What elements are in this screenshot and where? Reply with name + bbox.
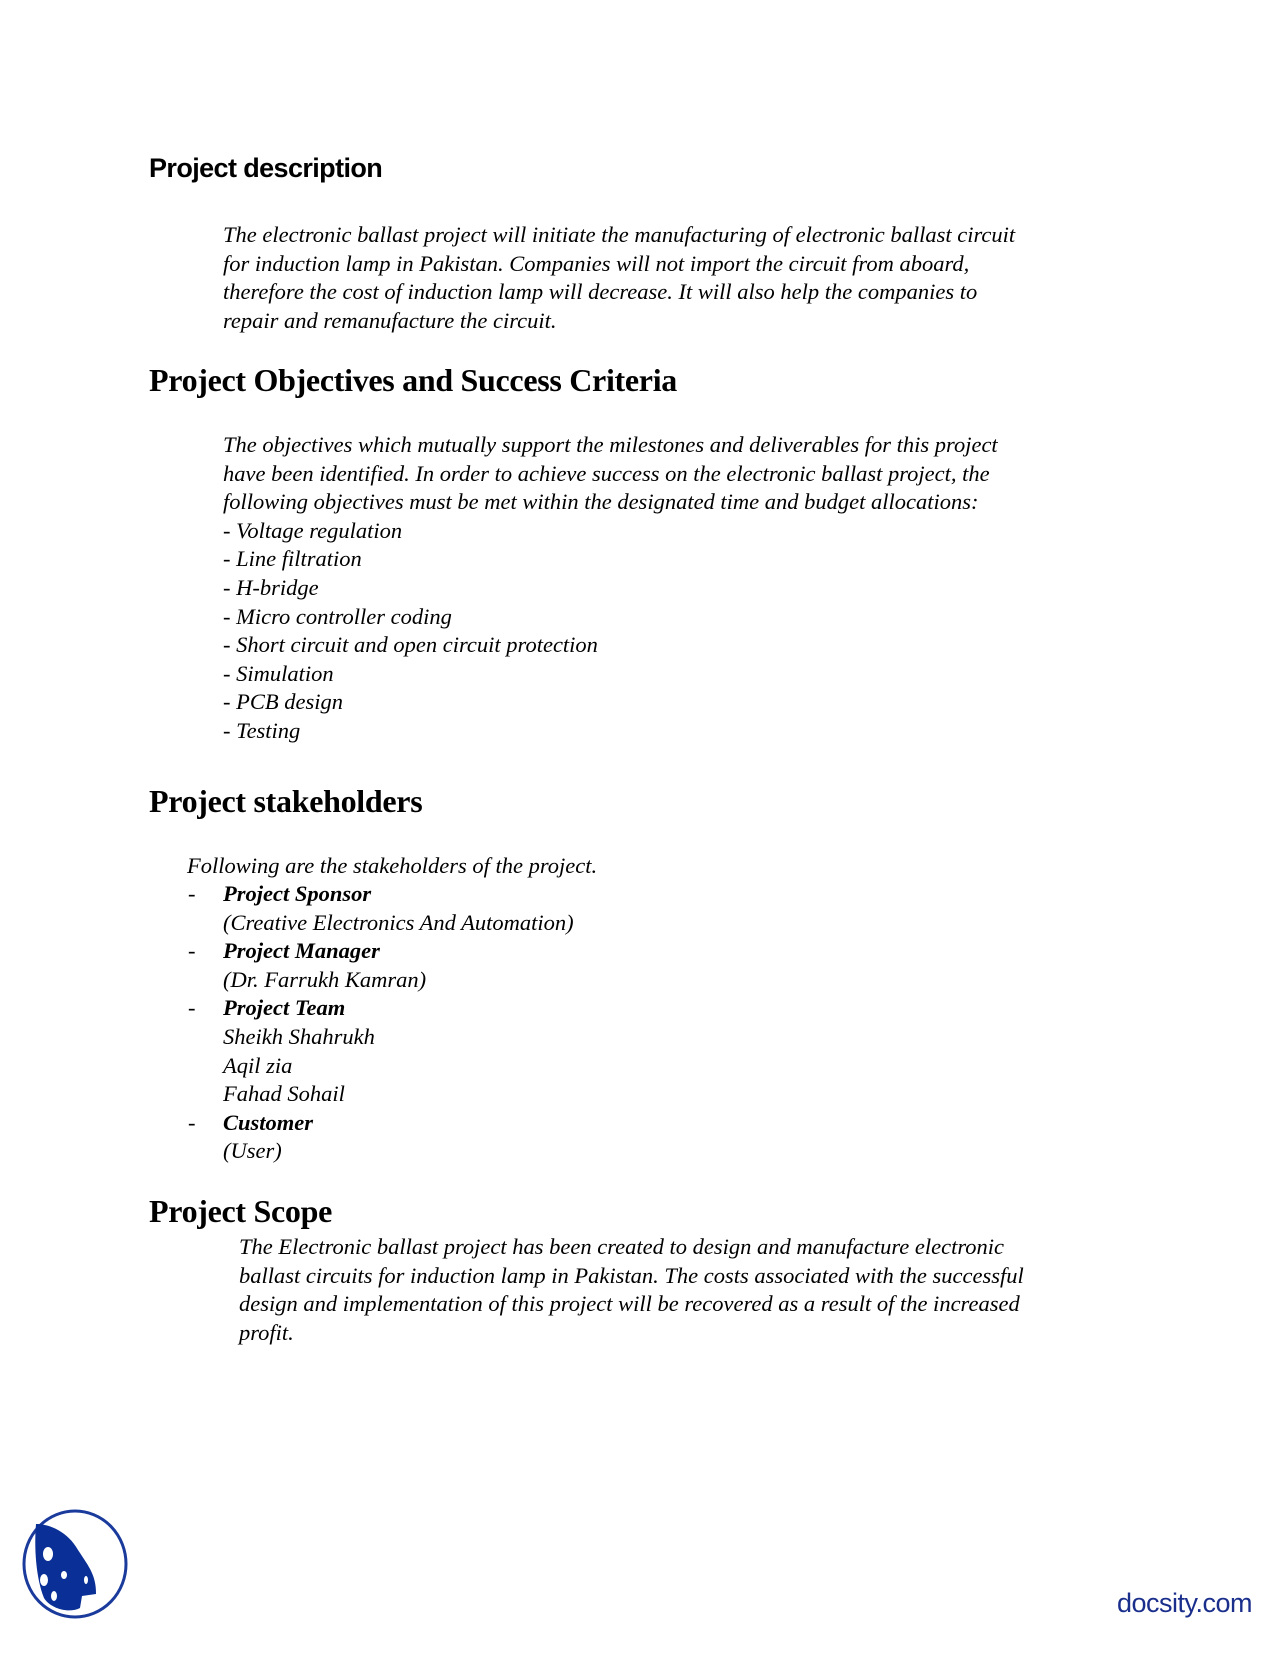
stakeholder-detail: Sheikh Shahrukh: [223, 1023, 375, 1049]
section-heading-description: Project description: [149, 153, 383, 183]
objective-item: - Short circuit and open circuit protection: [223, 632, 598, 658]
list-dash: -: [188, 881, 196, 906]
objective-item: - Testing: [223, 717, 301, 743]
scope-paragraph: [239, 1233, 1024, 1347]
text-line: for induction lamp in Pakistan. Companies will not import the circuit from aboard,: [223, 250, 970, 276]
stakeholder-detail: (User): [223, 1138, 282, 1164]
stakeholder-title: - Project Team: [223, 994, 574, 1023]
objective-item: - Line filtration: [223, 546, 362, 572]
text-line: design and implementation of this project will be recovered as a result of the increased: [239, 1291, 1020, 1317]
text-line: repair and remanufacture the circuit.: [223, 307, 557, 333]
text-line: following objectives must be met within the designated time and budget allocations:: [223, 489, 979, 515]
stakeholder-detail: Aqil zia: [223, 1052, 293, 1078]
text-line: ballast circuits for induction lamp in Pakistan. The costs associated with the successful: [239, 1262, 1024, 1288]
objective-item: - H-bridge: [223, 574, 319, 600]
list-dash: -: [188, 995, 196, 1021]
objectives-paragraph: [223, 431, 998, 746]
objective-item: - Micro controller coding: [223, 603, 452, 629]
objective-item: - Simulation: [223, 660, 334, 686]
docsity-logo-icon[interactable]: [20, 1508, 130, 1625]
stakeholder-title: - Project Manager: [223, 937, 574, 966]
stakeholder-title: - Customer: [223, 1109, 574, 1138]
section-heading-objectives: Project Objectives and Success Criteria: [149, 362, 678, 398]
text-line: The Electronic ballast project has been created to design and manufacture electronic: [239, 1234, 1005, 1259]
list-dash: -: [188, 1109, 196, 1135]
objective-item: - Voltage regulation: [223, 517, 403, 543]
stakeholder-detail: (Creative Electronics And Automation): [223, 909, 574, 935]
text-line: The objectives which mutually support the milestones and deliverables for this project: [223, 432, 998, 457]
list-dash: -: [188, 938, 196, 964]
description-paragraph: [223, 221, 1015, 335]
text-line: have been identified. In order to achieve success on the electronic ballast project, the: [223, 460, 990, 486]
stakeholder-detail: (Dr. Farrukh Kamran): [223, 966, 427, 992]
stakeholders-list: [188, 880, 574, 1166]
stakeholder-detail: Fahad Sohail: [223, 1081, 345, 1107]
stakeholders-intro: Following are the stakeholders of the project.: [187, 853, 598, 878]
objective-item: - PCB design: [223, 689, 343, 715]
text-line: profit.: [239, 1319, 294, 1345]
docsity-link[interactable]: docsity.com: [1116, 1588, 1252, 1618]
text-line: The electronic ballast project will initiate the manufacturing of electronic ballast circuit: [223, 222, 1016, 247]
section-heading-scope: Project Scope: [149, 1193, 332, 1229]
stakeholder-title: - Project Sponsor: [223, 880, 574, 909]
text-line: therefore the cost of induction lamp will decrease. It will also help the companies to: [223, 279, 978, 305]
section-heading-stakeholders: Project stakeholders: [149, 783, 423, 819]
